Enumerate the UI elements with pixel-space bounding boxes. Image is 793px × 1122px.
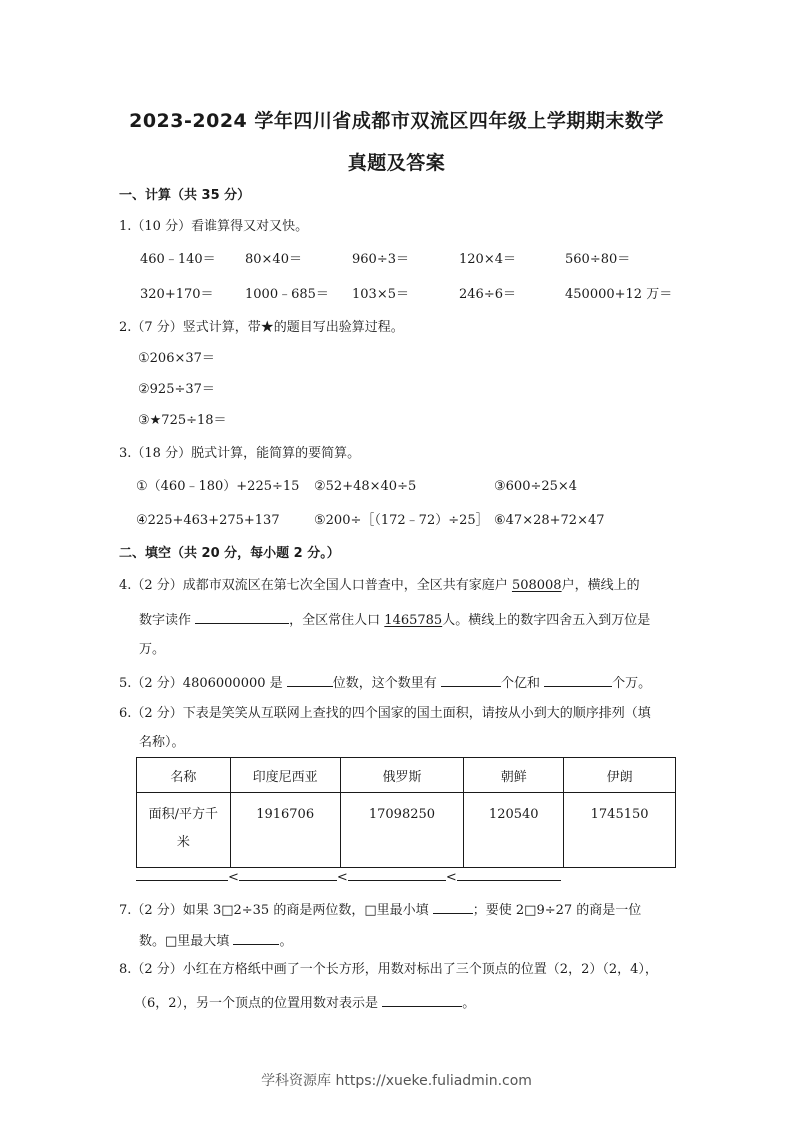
q5-text: 位数，这个数里有 xyxy=(332,676,437,691)
q6-answer-blank[interactable] xyxy=(136,866,228,881)
less-than-sign: < xyxy=(336,870,348,885)
q2-item: ②925÷37＝ xyxy=(138,382,215,397)
q4-number-households: 508008 xyxy=(511,578,562,593)
q6-answer-blank[interactable] xyxy=(457,866,561,881)
q4-text: 4.（2 分）成都市双流区在第七次全国人口普查中，全区共有家庭户 xyxy=(119,578,512,593)
q1-expression: 120×4＝ xyxy=(459,252,516,267)
less-than-sign: < xyxy=(228,870,239,885)
q3-expression: ⑤200÷［（172﹣72）÷25］ xyxy=(314,513,489,528)
q5-answer-blank[interactable] xyxy=(544,672,612,687)
document-title-line1: 2023-2024 学年四川省成都市双流区四年级上学期期末数学 xyxy=(129,110,664,132)
document-title-line2: 真题及答案 xyxy=(347,152,446,174)
table-cell: 1916706 xyxy=(230,793,340,868)
q2-item: ③★725÷18＝ xyxy=(138,413,227,428)
q1-expression: 450000+12 万＝ xyxy=(565,287,673,302)
q3-expression: ②52+48×40÷5 xyxy=(314,479,417,494)
q3-expression: ④225+463+275+137 xyxy=(136,513,280,528)
table-row-label xyxy=(137,793,231,868)
q3-expression: ①（460﹣180）+225÷15 xyxy=(136,479,300,494)
q4-number-population: 1465785 xyxy=(384,613,443,628)
table-header-cell: 俄罗斯 xyxy=(340,758,464,793)
table-cell: 17098250 xyxy=(340,793,464,868)
q2-item: ①206×37＝ xyxy=(138,351,215,366)
question-2-text: 2.（7 分）竖式计算，带★的题目写出验算过程。 xyxy=(119,320,404,335)
q6-answer-blank[interactable] xyxy=(239,866,337,881)
country-area-table xyxy=(136,757,676,868)
table-header-row xyxy=(137,758,676,793)
q5-answer-blank[interactable] xyxy=(287,672,333,687)
question-7-line2 xyxy=(139,930,292,951)
q4-text: 人。横线上的数字四舍五入到万位是 xyxy=(442,613,651,628)
row-label-part: 米 xyxy=(176,835,190,850)
q1-expression: 560÷80＝ xyxy=(565,252,631,267)
q7-text: 数。□里最大填 xyxy=(139,934,230,949)
q1-expression: 80×40＝ xyxy=(245,252,302,267)
question-8-line1: 8.（2 分）小红在方格纸中画了一个长方形，用数对标出了三个顶点的位置（2，2）（2，4）， xyxy=(119,962,658,977)
q7-text: ；要使 2□9÷27 的商是一位 xyxy=(472,903,642,918)
q4-text: 数字读作 xyxy=(139,613,192,628)
q8-text: 。 xyxy=(462,996,476,1011)
q4-text: ，全区常住人口 xyxy=(289,613,385,628)
less-than-sign: < xyxy=(445,870,457,885)
table-header-cell: 朝鲜 xyxy=(464,758,564,793)
q5-answer-blank[interactable] xyxy=(441,672,501,687)
table-header-cell: 印度尼西亚 xyxy=(230,758,340,793)
q3-expression: ③600÷25×4 xyxy=(494,479,578,494)
question-4-line3: 万。 xyxy=(139,642,166,657)
q4-text: 户，横线上的 xyxy=(561,578,640,593)
q5-text: 5.（2 分）4806000000 是 xyxy=(119,676,283,691)
table-cell: 120540 xyxy=(464,793,564,868)
q1-expression: 320+170＝ xyxy=(140,287,214,302)
table-row xyxy=(137,793,676,868)
q1-expression: 246÷6＝ xyxy=(459,287,516,302)
q1-expression: 460﹣140＝ xyxy=(140,252,216,267)
q8-answer-blank[interactable] xyxy=(382,992,462,1007)
question-6-line2: 名称）。 xyxy=(139,735,185,750)
row-label-part: 面积/平方千 xyxy=(148,807,219,822)
question-8-line2 xyxy=(134,992,475,1013)
q7-answer-blank[interactable] xyxy=(433,899,473,914)
section-heading-calculation: 一、计算（共 35 分） xyxy=(119,188,251,203)
q5-text: 个万。 xyxy=(612,676,652,691)
question-6-line1: 6.（2 分）下表是笑笑从互联网上查找的四个国家的国土面积，请按从小到大的顺序排列（填 xyxy=(119,706,651,721)
q1-expression: 960÷3＝ xyxy=(352,252,409,267)
question-4-line1 xyxy=(119,577,640,595)
q4-answer-blank[interactable] xyxy=(195,609,289,624)
q3-expression: ⑥47×28+72×47 xyxy=(494,513,605,528)
page-footer-source: 学科资源库 https://xueke.fuliadmin.com xyxy=(261,1073,532,1089)
question-5-line xyxy=(119,672,651,693)
question-4-line2 xyxy=(139,609,650,630)
question-3-text: 3.（18 分）脱式计算，能简算的要简算。 xyxy=(119,446,361,461)
q8-text: （6，2），另一个顶点的位置用数对表示是 xyxy=(134,996,379,1011)
q6-answer-blank[interactable] xyxy=(348,866,446,881)
question-7-line1 xyxy=(119,899,641,920)
table-header-cell: 伊朗 xyxy=(564,758,676,793)
section-heading-fill-in: 二、填空（共 20 分，每小题 2 分。） xyxy=(119,546,340,561)
q7-text: 7.（2 分）如果 3□2÷35 的商是两位数，□里最小填 xyxy=(119,903,429,918)
q6-ordering-line xyxy=(136,866,561,887)
question-1-text: 1.（10 分）看谁算得又对又快。 xyxy=(119,219,309,234)
q1-expression: 1000﹣685＝ xyxy=(245,287,329,302)
q7-text: 。 xyxy=(279,934,293,949)
q1-expression: 103×5＝ xyxy=(352,287,409,302)
table-header-cell: 名称 xyxy=(137,758,231,793)
table-cell: 1745150 xyxy=(564,793,676,868)
q5-text: 个亿和 xyxy=(500,676,540,691)
q7-answer-blank[interactable] xyxy=(233,930,279,945)
